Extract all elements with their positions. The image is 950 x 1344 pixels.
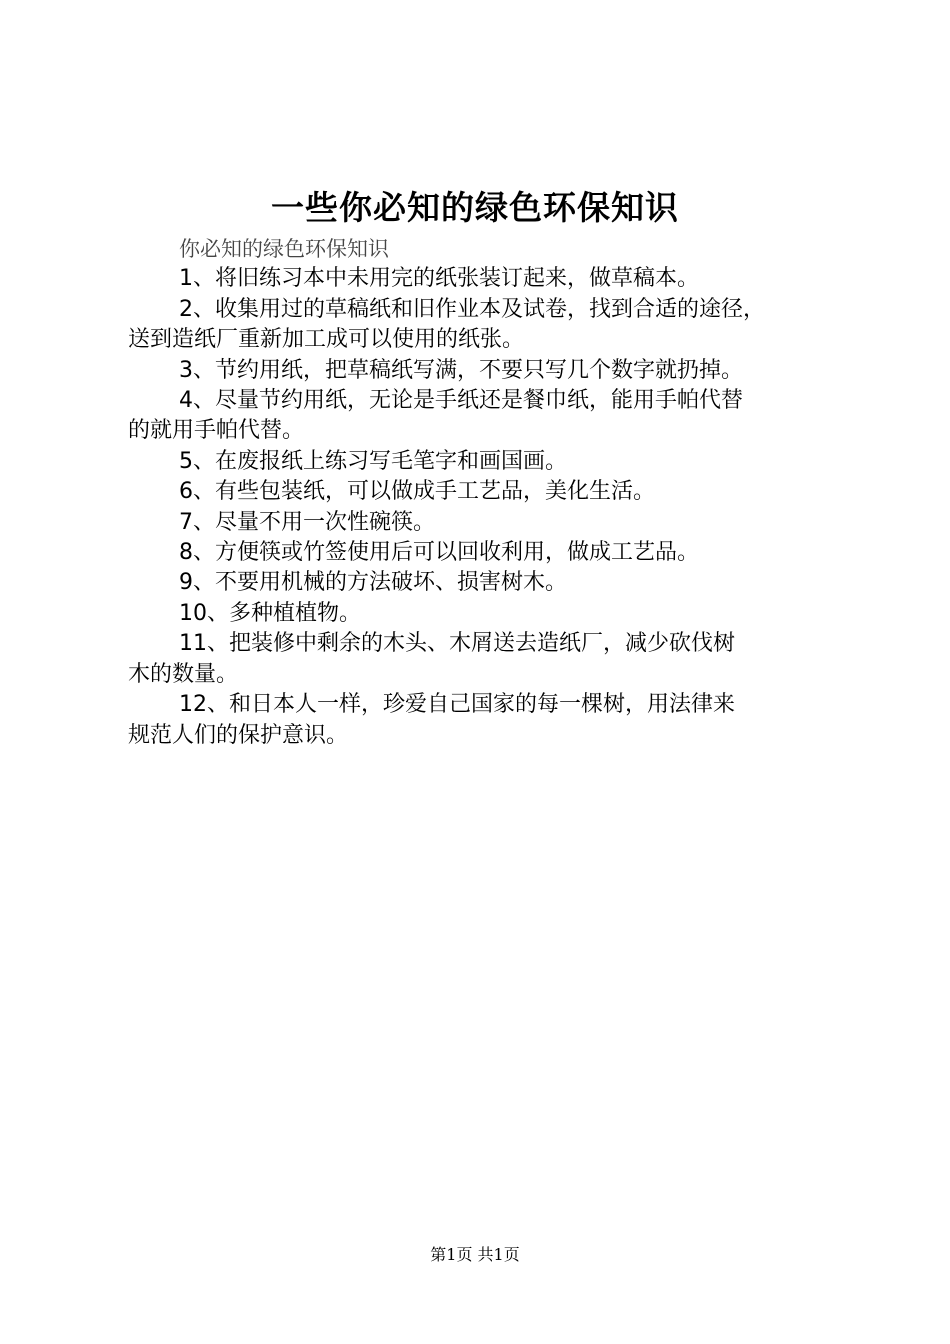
list-item-text: 4、尽量节约用纸，无论是手纸还是餐巾纸，能用手帕代替 bbox=[179, 388, 743, 414]
list-item bbox=[128, 386, 843, 447]
document-title: 一些你必知的绿色环保知识 bbox=[271, 188, 679, 227]
list-item bbox=[128, 599, 843, 629]
list-item bbox=[128, 356, 843, 386]
list-item bbox=[128, 538, 843, 568]
list-item bbox=[128, 690, 843, 751]
list-item bbox=[128, 477, 843, 507]
list-item bbox=[128, 568, 843, 598]
list-item-text-continued: 木的数量。 bbox=[128, 661, 239, 687]
list-item-text: 3、节约用纸，把草稿纸写满，不要只写几个数字就扔掉。 bbox=[179, 357, 743, 383]
list-item-text: 10、多种植植物。 bbox=[179, 600, 361, 626]
list-item bbox=[128, 508, 843, 538]
list-item-text-continued: 送到造纸厂重新加工成可以使用的纸张。 bbox=[128, 327, 525, 353]
list-item-text: 8、方便筷或竹签使用后可以回收利用，做成工艺品。 bbox=[179, 540, 699, 566]
list-item-text-continued: 的就用手帕代替。 bbox=[128, 418, 305, 444]
page-number-footer: 第1页 共1页 bbox=[430, 1245, 520, 1264]
list-item-text: 6、有些包装纸，可以做成手工艺品，美化生活。 bbox=[179, 479, 655, 505]
list-item-text: 12、和日本人一样，珍爱自己国家的每一棵树，用法律来 bbox=[179, 692, 735, 718]
list-item-text: 7、尽量不用一次性碗筷。 bbox=[179, 509, 435, 535]
list-item-text: 1、将旧练习本中未用完的纸张装订起来，做草稿本。 bbox=[179, 266, 699, 292]
list-item-text: 9、不要用机械的方法破坏、损害树木。 bbox=[179, 570, 567, 596]
list-item-text: 11、把装修中剩余的木头、木屑送去造纸厂，减少砍伐树 bbox=[179, 631, 735, 657]
document-subtitle: 你必知的绿色环保知识 bbox=[179, 237, 389, 261]
list-item-text: 2、收集用过的草稿纸和旧作业本及试卷，找到合适的途径， bbox=[179, 296, 765, 322]
list-item-text: 5、在废报纸上练习写毛笔字和画国画。 bbox=[179, 448, 567, 474]
list-item bbox=[128, 264, 843, 294]
list-item bbox=[128, 295, 843, 356]
list-item bbox=[128, 629, 843, 690]
list-item-text-continued: 规范人们的保护意识。 bbox=[128, 722, 349, 748]
list-item bbox=[128, 447, 843, 477]
document-body bbox=[128, 234, 843, 751]
